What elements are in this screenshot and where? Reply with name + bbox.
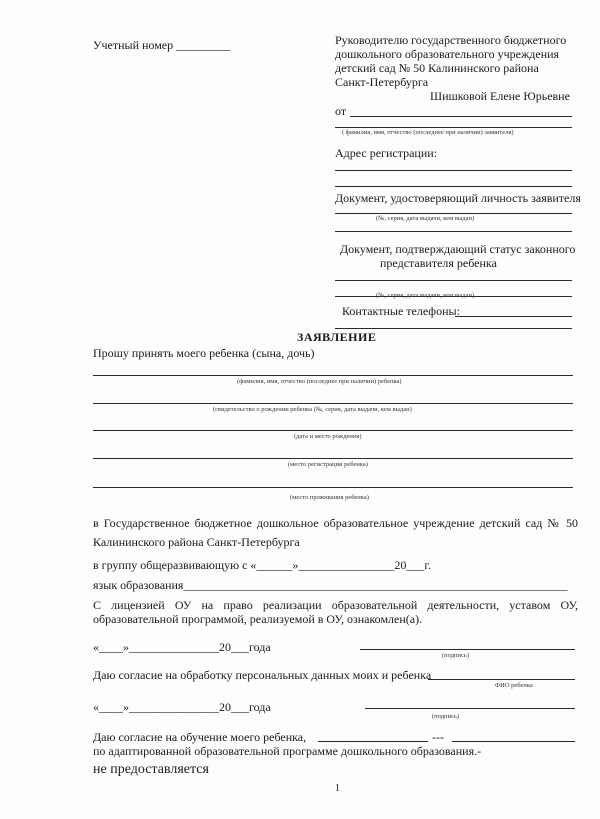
consent-study-underline-2[interactable] [452,741,575,742]
from-caption: ( фамилия, имя, отчество (последнее при наличии) заявителя) [342,129,514,136]
representative-document-label-1: Документ, подтверждающий статус законного [340,242,576,256]
page-number: 1 [335,783,340,794]
from-label: от [335,104,347,118]
license-line-1: С лицензией ОУ на право реализации образовательной деятельности, уставом ОУ, [93,598,578,612]
signature-underline-1[interactable] [360,649,575,650]
phones-label: Контактные телефоны: [342,304,460,318]
signature-underline-2[interactable] [365,708,575,709]
signature-date-1[interactable]: «____»_______________20___года [93,640,271,654]
child-name-underline[interactable] [93,375,573,376]
addressee-line-1: Руководителю государственного бюджетного [335,33,567,47]
document-title: ЗАЯВЛЕНИЕ [297,330,377,344]
institution-line-2: Калининского района Санкт-Петербурга [93,535,300,549]
from-underline-2[interactable] [335,127,572,128]
child-fio-underline[interactable] [428,679,575,680]
phones-underline[interactable] [455,316,572,317]
registration-place-caption: (место регистрации ребенка) [288,461,368,468]
id-document-underline-2[interactable] [335,231,572,232]
representative-document-label-2: представителя ребенка [380,256,497,270]
head-name: Шишковой Елене Юрьевне [430,89,570,103]
address-underline-1[interactable] [335,170,572,171]
addressee-line-3: детский сад № 50 Калининского района [335,61,539,75]
address-underline-2[interactable] [335,186,572,187]
consent-study-underline[interactable] [318,741,428,742]
representative-document-caption: (№, серия, дата выдачи, кем выдан) [376,292,475,299]
license-line-2: образовательной программой, реализуемой в ОУ, ознакомлен(а). [93,612,423,626]
child-fio-caption: ФИО ребенка [495,682,533,689]
birth-date-underline[interactable] [93,430,573,431]
consent-study-dash: --- [432,730,444,744]
registration-place-underline[interactable] [93,458,573,459]
from-underline[interactable] [350,116,572,117]
signature-caption-2: (подпись) [432,713,459,720]
birth-certificate-underline[interactable] [93,403,573,404]
consent-personal-data: Даю согласие на обработку персональных данных моих и ребенка [93,668,432,682]
registration-number-label: Учетный номер _________ [93,38,231,52]
birth-certificate-caption: (свидетельство о рождении ребенка (№, серия, дата выдачи, кем выдан) [213,406,412,413]
not-provided-note: не предоставляется [93,762,209,777]
institution-line-1: в Государственное бюджетное дошкольное образовательное учреждение детский сад № 50 [93,516,578,530]
birth-date-caption: (дата и место рождения) [294,433,362,440]
id-document-underline[interactable] [335,213,572,214]
consent-study-line-1: Даю согласие на обучение моего ребенка, [93,730,307,744]
addressee-line-2: дошкольного образовательного учреждения [335,47,560,61]
id-document-caption: (№, серия, дата выдачи, кем выдан) [376,215,475,222]
group-start-date[interactable]: в группу общеразвивающую с «______»________________20___г. [93,558,431,572]
signature-date-2[interactable]: «____»_______________20___года [93,700,271,714]
signature-caption-1: (подпись) [442,652,469,659]
consent-study-line-2: по адаптированной образовательной программе дошкольного образования.- [93,744,482,758]
addressee-line-4: Санкт-Петербурга [335,75,429,89]
education-language[interactable]: язык образования________________________________________________________________ [93,578,568,592]
living-place-underline[interactable] [93,487,573,488]
id-document-label: Документ, удостоверяющий личность заявителя [335,191,581,205]
child-name-caption: (фамилия, имя, отчество (последнее при наличии) ребенка) [237,378,402,385]
request-text: Прошу принять моего ребенка (сына, дочь) [93,346,315,360]
address-label: Адрес регистрации: [335,146,438,160]
living-place-caption: (место проживания ребенка) [290,494,369,501]
phones-underline-2[interactable] [335,328,572,329]
representative-document-underline-1[interactable] [335,280,572,281]
